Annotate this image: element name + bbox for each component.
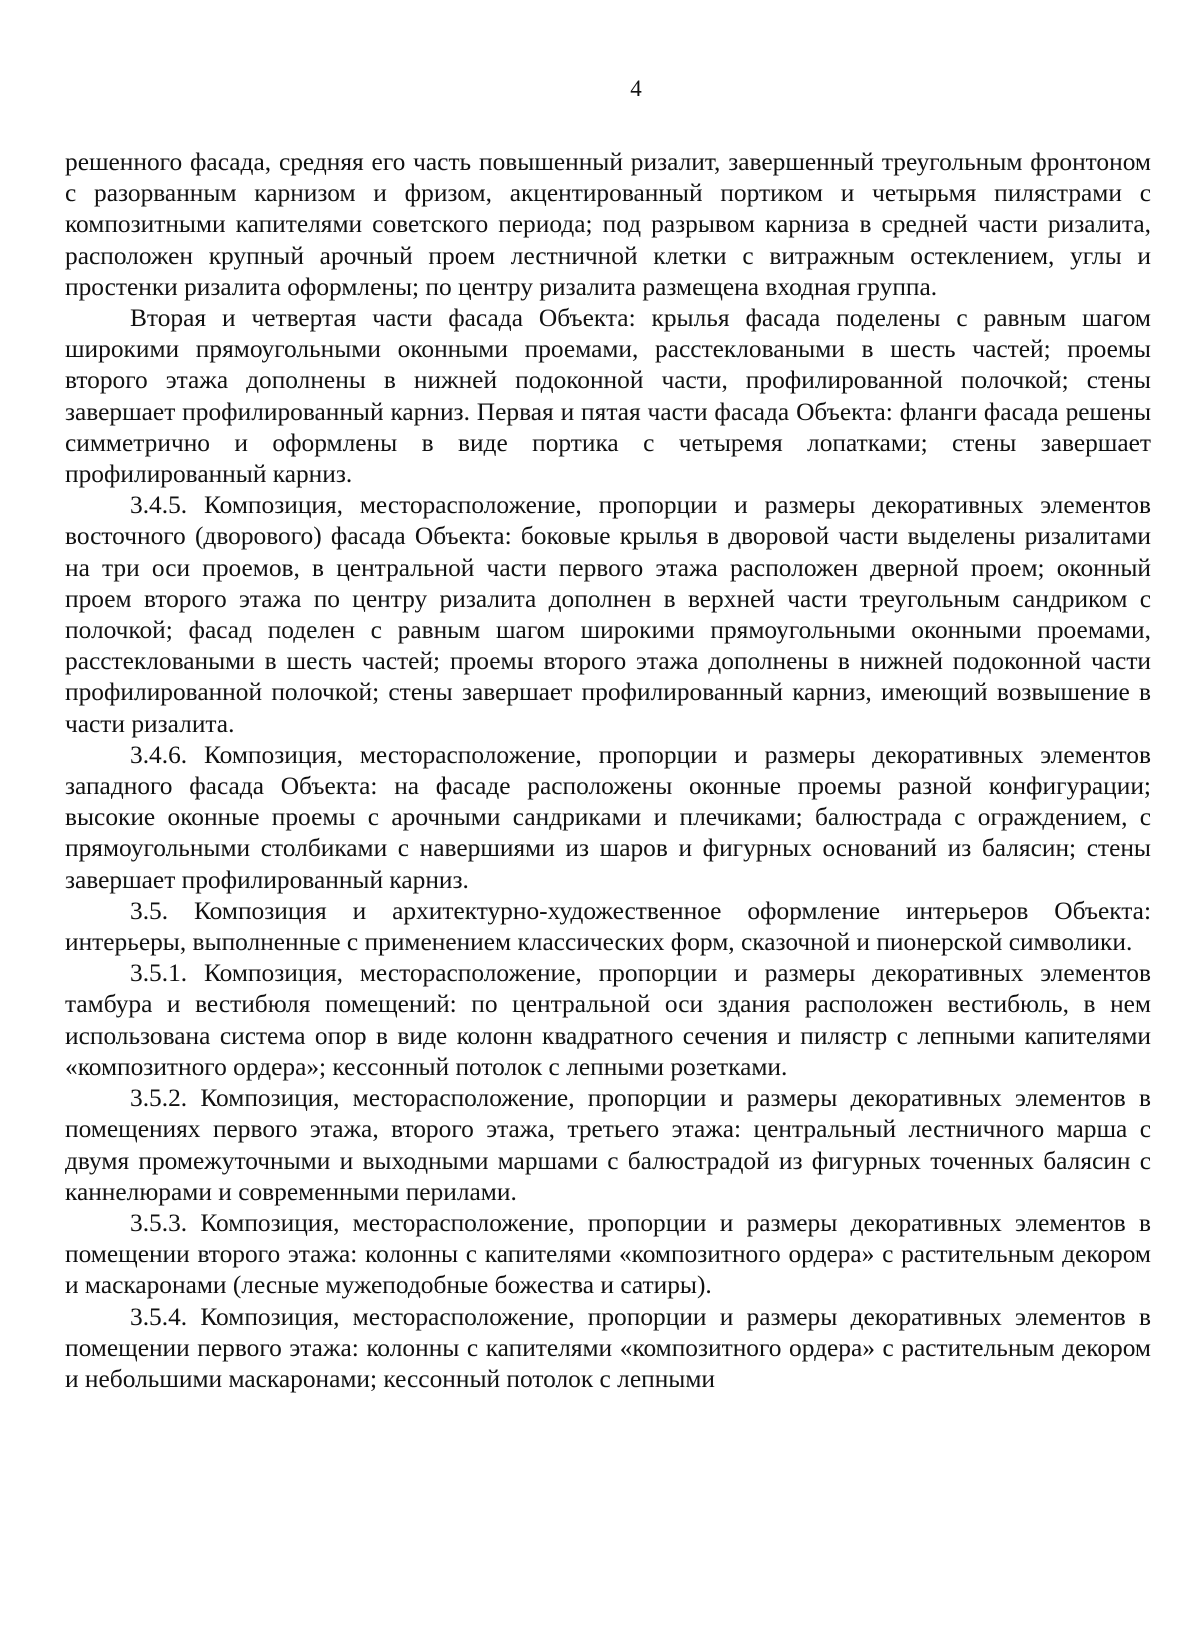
paragraph-3-5: 3.5. Композиция и архитектурно-художественное оформление интерьеров Объекта: интерьеры, выполненные с применением классических форм, сказочной и пионерской символики.	[65, 896, 1151, 957]
paragraph-3-5-4: 3.5.4. Композиция, месторасположение, пропорции и размеры декоративных элементов в помещении первого этажа: колонны с капителями «композитного ордера» с растительным декором и небольшими маскаронами; кессонный потолок с лепными	[65, 1302, 1151, 1393]
paragraph-3-5-2: 3.5.2. Композиция, месторасположение, пропорции и размеры декоративных элементов в помещениях первого этажа, второго этажа, третьего этажа: центральный лестничного марша с двумя промежуточными и выходными маршами с балюстрадой из фигурных точенных балясин с каннелюрами и современными перилами.	[65, 1084, 1151, 1206]
paragraph-3-4-6: 3.4.6. Композиция, месторасположение, пропорции и размеры декоративных элементов западного фасада Объекта: на фасаде расположены оконные проемы разной конфигурации; высокие оконные проемы с арочными сандриками и плечиками; балюстрада с ограждением, с прямоугольными столбиками с навершиями из шаров и фигурных оснований из балясин; стены завершает профилированный карниз.	[65, 740, 1151, 894]
paragraph-facade-center: решенного фасада, средняя его часть повышенный ризалит, завершенный треугольным фронтоном с разорванным карнизом и фризом, акцентированный портиком и четырьмя пилястрами с композитными капителями советского периода; под разрывом карниза в средней части ризалита, расположен крупный арочный проем лестничной клетки с витражным остеклением, углы и простенки ризалита оформлены; по центру ризалита размещена входная группа.	[65, 148, 1151, 301]
paragraph-3-4-5: 3.4.5. Композиция, месторасположение, пропорции и размеры декоративных элементов восточного (дворового) фасада Объекта: боковые крылья в дворовой части выделены ризалитами на три оси проемов, в центральной части первого этажа расположен дверной проем; оконный проем второго этажа по центру ризалита дополнен в верхней части треугольным сандриком с полочкой; фасад поделен с равным шагом широкими прямоугольными оконными проемами, расстекловаными в шесть частей; проемы второго этажа дополнены в нижней подоконной части профилированной полочкой; стены завершает профилированный карниз, имеющий возвышение в части ризалита.	[65, 491, 1151, 738]
paragraph-3-5-1: 3.5.1. Композиция, месторасположение, пропорции и размеры декоративных элементов тамбура и вестибюля помещений: по центральной оси здания расположен вестибюль, в нем использована система опор в виде колонн квадратного сечения и пилястр с лепными капителями «композитного ордера»; кессонный потолок с лепными розетками.	[65, 959, 1151, 1081]
paragraph-3-5-3: 3.5.3. Композиция, месторасположение, пропорции и размеры декоративных элементов в помещении второго этажа: колонны с капителями «композитного ордера» с растительным декором и маскаронами (лесные мужеподобные божества и сатиры).	[65, 1208, 1151, 1300]
paragraph-facade-wings: Вторая и четвертая части фасада Объекта: крылья фасада поделены с равным шагом широкими прямоугольными оконными проемами, расстекловаными в шесть частей; проемы второго этажа дополнены в нижней подоконной части, профилированной полочкой; стены завершает профилированный карниз. Первая и пятая части фасада Объекта: фланги фасада решены симметрично и оформлены в виде портика с четыремя лопатками; стены завершает профилированный карниз.	[65, 304, 1151, 489]
page-number: 4	[630, 76, 642, 101]
document-body	[65, 147, 1151, 1395]
